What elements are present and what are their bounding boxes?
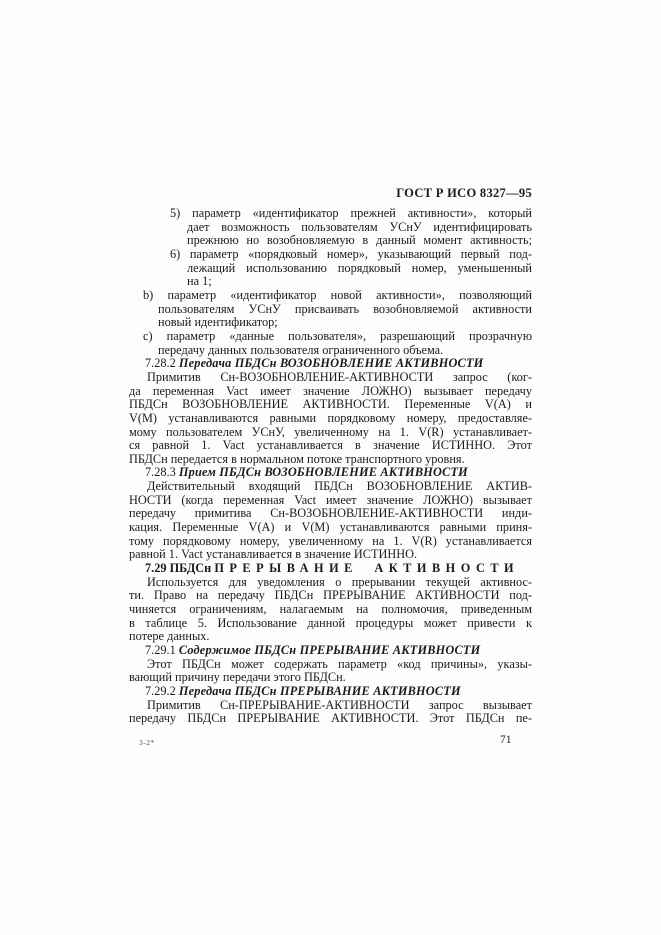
text-line: передачу ПБДСн ПРЕРЫВАНИЕ АКТИВНОСТИ. Этот ПБДСн пе- [129,711,532,726]
section-title: ПРЕРЫВАНИЕ АКТИВНОСТИ [214,561,520,576]
page-number: 71 [500,734,512,746]
standard-number-header: ГОСТ Р ИСО 8327—95 [396,186,532,200]
text-line: ПБДСн передается в нормальном потоке транспортного уровня. [129,451,465,466]
section-heading [129,466,532,480]
text-line: Этот ПБДСн может содержать параметр «код причины», указы- [147,656,532,671]
text-line: прежнюю но возобновляемую в данный момент активность; [187,233,532,248]
text-line: передачу примитива Сн-ВОЗОБНОВЛЕНИЕ-АКТИВНОСТИ инди- [129,506,532,521]
text-line: да переменная Vact имеет значение ЛОЖНО) вызывает передачу [129,383,532,398]
list-marker: c) [143,328,153,343]
list-item [129,207,532,248]
text-line: в таблице 5. Использование данной процедуры может привести к [129,615,532,630]
text-line: пользователям УСнУ присваивать возобновляемой активности [158,301,532,316]
text-line: тому порядковому номеру, увеличенному на 1. V(R) устанавливается [129,533,532,548]
content-blocks [129,207,532,726]
section-heading [129,685,532,699]
section-number: 7.29 [145,561,167,576]
section-heading [129,644,532,658]
text-line: Примитив Сн-ПРЕРЫВАНИЕ-АКТИВНОСТИ запрос вызывает [147,697,532,712]
text-line: потере данных. [129,629,210,644]
text-line: равной 1. Vact устанавливается в значение ИСТИННО. [129,547,418,562]
text-line: новый идентификатор; [158,315,278,330]
section-number: 7.28.2 [145,356,176,371]
section-title: Передача ПБДСн ВОЗОБНОВЛЕНИЕ АКТИВНОСТИ [178,356,484,371]
section-title: Передача ПБДСн ПРЕРЫВАНИЕ АКТИВНОСТИ [178,683,461,698]
text-line: вающий причину передачи этого ПБДСн. [129,670,346,685]
text-line: мому пользователем УСнУ, увеличенному на 1. V(R) устанавливает- [129,424,532,439]
text-line: ПБДСн ВОЗОБНОВЛЕНИЕ АКТИВНОСТИ. Переменные V(A) и [129,397,532,412]
text-line: c) параметр «данные пользователя», разрешающий прозрачную [143,328,532,343]
text-line: ти. Право на передачу ПБДСн ПРЕРЫВАНИЕ АКТИВНОСТИ под- [129,588,532,603]
paragraph [129,658,532,685]
paragraph [129,699,532,726]
list-marker: 5) [170,206,181,220]
list-marker: 6) [170,246,181,261]
content-column [129,186,532,726]
list-item [129,248,532,289]
text-line: Примитив Сн-ВОЗОБНОВЛЕНИЕ-АКТИВНОСТИ запрос (ког- [147,369,532,384]
text-line: b) параметр «идентификатор новой активности», позволяющий [143,287,532,302]
text-line: дает возможность пользователям УСнУ идентифицировать [187,219,532,234]
text-line: Действительный входящий ПБДСн ВОЗОБНОВЛЕНИЕ АКТИВ- [147,479,532,494]
text-line: чиняется ограничениям, налагаемым на полномочия, приведенным [129,602,532,617]
text-line: V(M) устанавливаются равными порядковому номеру, предоставляе- [129,410,532,425]
text-line: НОСТИ (когда переменная Vact имеет значение ЛОЖНО) вызывает [129,492,532,507]
section-heading [129,357,532,371]
print-signature: 3-2* [139,738,155,747]
paragraph [129,576,532,644]
text-line: на 1; [187,274,212,289]
section-title: Прием ПБДСн ВОЗОБНОВЛЕНИЕ АКТИВНОСТИ [178,465,468,480]
paragraph [129,371,532,467]
section-number: 7.29.1 [145,643,176,657]
paragraph [129,480,532,562]
section-prefix: ПБДСн [169,561,212,576]
list-item [129,330,532,357]
section-heading [129,562,532,576]
text-line: передачу данных пользователя ограниченного объема. [158,342,444,357]
text-line: кация. Переменные V(A) и V(M) устанавливаются равными приня- [129,520,532,535]
list-item [129,289,532,330]
text-line: Используется для уведомления о прерывании текущей активнос- [147,574,532,589]
text-line: ся равной 1. Vact устанавливается в значение ИСТИННО. Этот [129,438,532,453]
text-line: 6) параметр «порядковый номер», указывающий первый под- [170,246,532,261]
list-marker: b) [143,287,154,302]
section-title: Содержимое ПБДСн ПРЕРЫВАНИЕ АКТИВНОСТИ [178,643,481,657]
text-line: лежащий использованию порядковый номер, уменьшенный [187,260,532,275]
text-line: 5) параметр «идентификатор прежней активности», который [170,206,532,220]
section-number: 7.29.2 [145,683,176,698]
section-number: 7.28.3 [145,465,176,480]
